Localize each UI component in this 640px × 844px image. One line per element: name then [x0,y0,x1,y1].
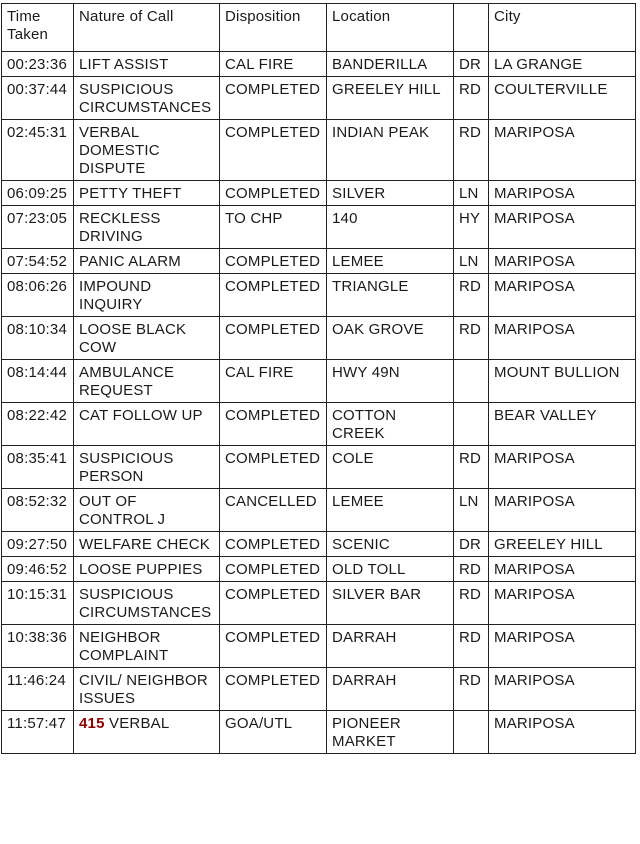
cell-time: 10:38:36 [2,625,74,668]
cell-city: LA GRANGE [489,52,636,77]
cell-suffix: RD [454,446,489,489]
cell-nature: CAT FOLLOW UP [74,403,220,446]
cell-time: 02:45:31 [2,120,74,181]
table-row [2,317,636,360]
cell-suffix [454,360,489,403]
cell-time: 06:09:25 [2,181,74,206]
cell-city: BEAR VALLEY [489,403,636,446]
cell-disposition: COMPLETED [220,446,327,489]
cell-time: 00:23:36 [2,52,74,77]
cell-city: MARIPOSA [489,446,636,489]
cell-disposition: COMPLETED [220,668,327,711]
cell-disposition: GOA/UTL [220,711,327,754]
cell-time: 08:14:44 [2,360,74,403]
cell-city: MARIPOSA [489,625,636,668]
cell-nature: OUT OF CONTROL J [74,489,220,532]
table-row [2,181,636,206]
cell-location: COLE [327,446,454,489]
call-rows [2,52,636,754]
cell-suffix: DR [454,532,489,557]
cell-location: OLD TOLL [327,557,454,582]
cell-nature: CIVIL/ NEIGHBOR ISSUES [74,668,220,711]
cell-nature: SUSPICIOUS CIRCUMSTANCES [74,582,220,625]
cell-time: 10:15:31 [2,582,74,625]
cell-nature: VERBAL DOMESTIC DISPUTE [74,120,220,181]
cell-disposition: COMPLETED [220,77,327,120]
cell-nature: PETTY THEFT [74,181,220,206]
cell-time: 00:37:44 [2,77,74,120]
cell-nature: IMPOUND INQUIRY [74,274,220,317]
cell-nature: LIFT ASSIST [74,52,220,77]
cell-time: 11:46:24 [2,668,74,711]
cell-time: 11:57:47 [2,711,74,754]
cell-suffix: RD [454,317,489,360]
cell-city: MARIPOSA [489,711,636,754]
cell-time: 09:46:52 [2,557,74,582]
cell-location: SILVER [327,181,454,206]
cell-location: BANDERILLA [327,52,454,77]
cell-location: GREELEY HILL [327,77,454,120]
cell-city: MARIPOSA [489,120,636,181]
cell-location: DARRAH [327,668,454,711]
cell-nature: SUSPICIOUS CIRCUMSTANCES [74,77,220,120]
cell-location: LEMEE [327,249,454,274]
cell-suffix: LN [454,249,489,274]
cell-location: 140 [327,206,454,249]
cell-disposition: CAL FIRE [220,52,327,77]
cell-suffix: RD [454,557,489,582]
table-row [2,711,636,754]
call-description: VERBAL [104,715,170,732]
cell-disposition: CAL FIRE [220,360,327,403]
call-code: 415 [79,715,105,732]
cell-city: MARIPOSA [489,557,636,582]
cell-city: MARIPOSA [489,317,636,360]
cell-time: 08:06:26 [2,274,74,317]
cell-time: 07:23:05 [2,206,74,249]
header-time: Time Taken [2,4,74,52]
table-row [2,360,636,403]
cell-location: PIONEER MARKET [327,711,454,754]
cell-disposition: COMPLETED [220,249,327,274]
cell-time: 09:27:50 [2,532,74,557]
table-row [2,274,636,317]
cell-nature: SUSPICIOUS PERSON [74,446,220,489]
cell-time: 07:54:52 [2,249,74,274]
cell-time: 08:22:42 [2,403,74,446]
cell-nature [74,711,220,754]
table-row [2,625,636,668]
cell-nature: LOOSE PUPPIES [74,557,220,582]
header-location: Location [327,4,454,52]
cell-city: MARIPOSA [489,249,636,274]
table-row [2,446,636,489]
cell-nature: NEIGHBOR COMPLAINT [74,625,220,668]
table-row [2,77,636,120]
table-row [2,557,636,582]
cell-nature: AMBULANCE REQUEST [74,360,220,403]
cell-location: TRIANGLE [327,274,454,317]
cell-disposition: TO CHP [220,206,327,249]
cell-location: SILVER BAR [327,582,454,625]
cell-nature: PANIC ALARM [74,249,220,274]
cell-city: MARIPOSA [489,206,636,249]
cell-location: COTTON CREEK [327,403,454,446]
cell-city: MOUNT BULLION [489,360,636,403]
cell-city: MARIPOSA [489,181,636,206]
cell-location: INDIAN PEAK [327,120,454,181]
header-row [2,4,636,52]
cell-disposition: COMPLETED [220,317,327,360]
cell-suffix: RD [454,120,489,181]
cell-city: COULTERVILLE [489,77,636,120]
cell-location: HWY 49N [327,360,454,403]
cell-disposition: COMPLETED [220,403,327,446]
cell-suffix: DR [454,52,489,77]
cell-city: MARIPOSA [489,582,636,625]
table-row [2,532,636,557]
cell-disposition: COMPLETED [220,120,327,181]
table-row [2,206,636,249]
table-row [2,249,636,274]
cell-time: 08:52:32 [2,489,74,532]
cell-suffix [454,403,489,446]
header-disposition: Disposition [220,4,327,52]
cell-time: 08:35:41 [2,446,74,489]
table-row [2,403,636,446]
cell-suffix: RD [454,77,489,120]
header-suffix [454,4,489,52]
header-nature: Nature of Call [74,4,220,52]
header-city: City [489,4,636,52]
cell-disposition: COMPLETED [220,557,327,582]
cell-disposition: COMPLETED [220,625,327,668]
cell-suffix: RD [454,274,489,317]
cell-time: 08:10:34 [2,317,74,360]
cell-suffix: RD [454,668,489,711]
cell-disposition: COMPLETED [220,532,327,557]
cell-city: MARIPOSA [489,489,636,532]
cell-disposition: CANCELLED [220,489,327,532]
table-row [2,52,636,77]
cell-nature: WELFARE CHECK [74,532,220,557]
call-log-table [1,3,636,754]
table-row [2,489,636,532]
cell-city: GREELEY HILL [489,532,636,557]
cell-disposition: COMPLETED [220,181,327,206]
cell-location: LEMEE [327,489,454,532]
table-row [2,582,636,625]
cell-suffix: HY [454,206,489,249]
cell-nature: RECKLESS DRIVING [74,206,220,249]
cell-suffix: RD [454,625,489,668]
cell-location: SCENIC [327,532,454,557]
cell-location: OAK GROVE [327,317,454,360]
cell-suffix: LN [454,489,489,532]
cell-location: DARRAH [327,625,454,668]
table-row [2,120,636,181]
cell-city: MARIPOSA [489,668,636,711]
cell-suffix: LN [454,181,489,206]
cell-suffix [454,711,489,754]
cell-city: MARIPOSA [489,274,636,317]
cell-suffix: RD [454,582,489,625]
table-row [2,668,636,711]
cell-disposition: COMPLETED [220,582,327,625]
cell-nature: LOOSE BLACK COW [74,317,220,360]
cell-disposition: COMPLETED [220,274,327,317]
